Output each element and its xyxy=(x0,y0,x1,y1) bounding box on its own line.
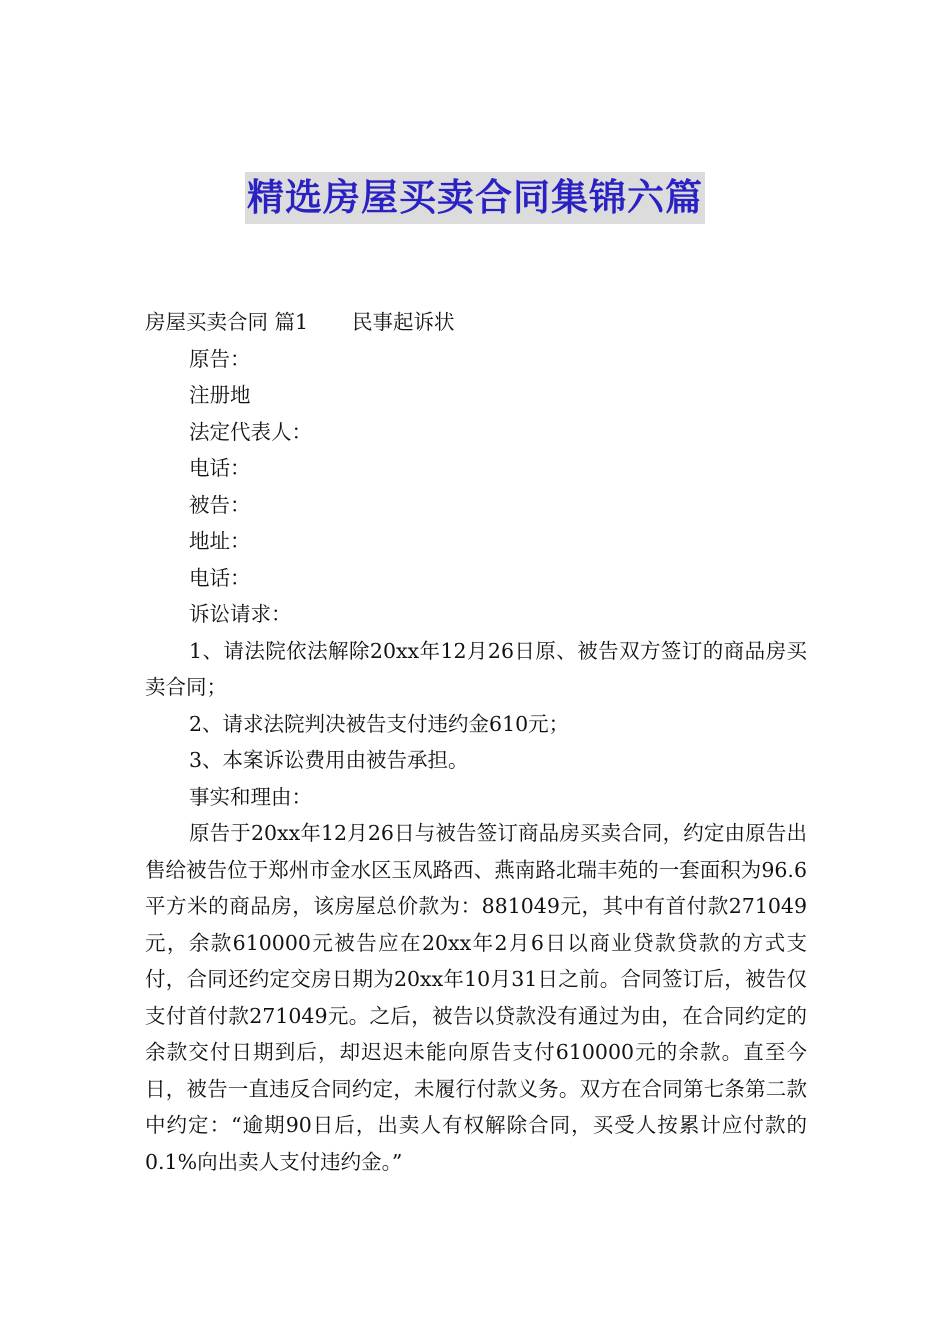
document-body xyxy=(145,304,807,1180)
facts-paragraph: 原告于20xx年12月26日与被告签订商品房买卖合同，约定由原告出售给被告位于郑州市金水区玉凤路西、燕南路北瑞丰苑的一套面积为96.6平方米的商品房，该房屋总价款为：881049元，其中有首付款271049元，余款610000元被告应在20xx年2月6日以商业贷款贷款的方式支付，合同还约定交房日期为20xx年10月31日之前。合同签订后，被告仅支付首付款271049元。之后，被告以贷款没有通过为由，在合同约定的余款交付日期到后，却迟迟未能向原告支付610000元的余款。直至今日，被告一直违反合同约定，未履行付款义务。双方在合同第七条第二款中约定：“逾期90日后，出卖人有权解除合同，买受人按累计应付款的0.1%向出卖人支付违约金。” xyxy=(145,821,807,1174)
field-defendant: 被告： xyxy=(189,492,251,517)
facts-label: 事实和理由： xyxy=(189,784,312,809)
doc-type-label: 民事起诉状 xyxy=(352,310,455,334)
field-legal-representative: 法定代表人： xyxy=(189,419,312,444)
claim-item: 1、请法院依法解除20xx年12月26日原、被告双方签订的商品房买卖合同； xyxy=(145,638,807,699)
field-plaintiff: 原告： xyxy=(189,346,251,371)
claim-item: 3、本案诉讼费用由被告承担。 xyxy=(189,748,469,772)
field-registered-address: 注册地 xyxy=(189,383,251,407)
title-container xyxy=(0,172,950,224)
section-label: 房屋买卖合同 篇1 xyxy=(145,310,309,334)
document-title: 精选房屋买卖合同集锦六篇 xyxy=(245,172,705,224)
heading-line xyxy=(145,304,807,341)
claim-item: 2、请求法院判决被告支付违约金610元； xyxy=(189,711,570,736)
field-plaintiff-phone: 电话： xyxy=(189,456,251,480)
field-defendant-phone: 电话： xyxy=(189,565,251,590)
field-defendant-address: 地址： xyxy=(189,529,251,553)
field-claims-label: 诉讼请求： xyxy=(189,602,292,626)
